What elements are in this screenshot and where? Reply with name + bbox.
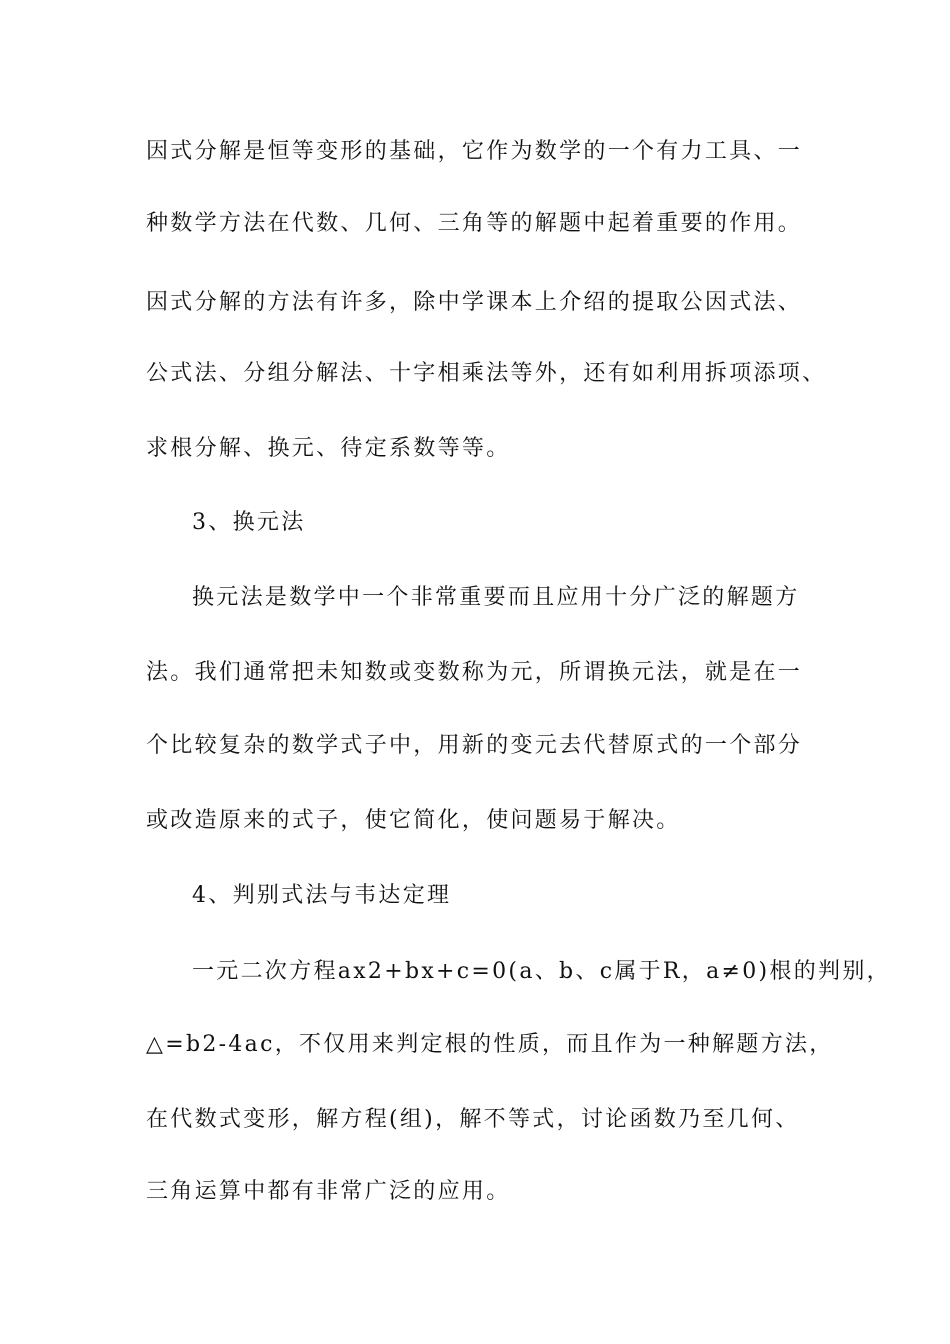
paragraph-line: 个比较复杂的数学式子中，用新的变元去代替原式的一个部分 <box>146 733 803 758</box>
paragraph-line: 换元法是数学中一个非常重要而且应用十分广泛的解题方 <box>192 585 800 610</box>
paragraph-line: 求根分解、换元、待定系数等等。 <box>146 436 511 461</box>
paragraph-line: 因式分解是恒等变形的基础，它作为数学的一个有力工具、一 <box>146 139 803 164</box>
paragraph-line: 三角运算中都有非常广泛的应用。 <box>146 1179 511 1204</box>
paragraph-line: 公式法、分组分解法、十字相乘法等外，还有如利用拆项添项、 <box>146 361 827 386</box>
paragraph-line: 或改造原来的式子，使它简化，使问题易于解决。 <box>146 808 681 833</box>
section-heading-discriminant: 4、判别式法与韦达定理 <box>192 883 452 908</box>
paragraph-line: 一元二次方程ax2+bx+c=0(a、b、c属于R，a≠0)根的判别， <box>192 959 891 984</box>
paragraph-line: 因式分解的方法有许多，除中学课本上介绍的提取公因式法、 <box>146 290 803 315</box>
section-heading-substitution: 3、换元法 <box>192 510 306 535</box>
paragraph-line: 法。我们通常把未知数或变数称为元，所谓换元法，就是在一 <box>146 660 803 685</box>
paragraph-line: △=b2-4ac，不仅用来判定根的性质，而且作为一种解题方法， <box>146 1032 834 1057</box>
paragraph-line: 种数学方法在代数、几何、三角等的解题中起着重要的作用。 <box>146 211 803 236</box>
paragraph-line: 在代数式变形，解方程(组)，解不等式，讨论函数乃至几何、 <box>146 1107 800 1132</box>
